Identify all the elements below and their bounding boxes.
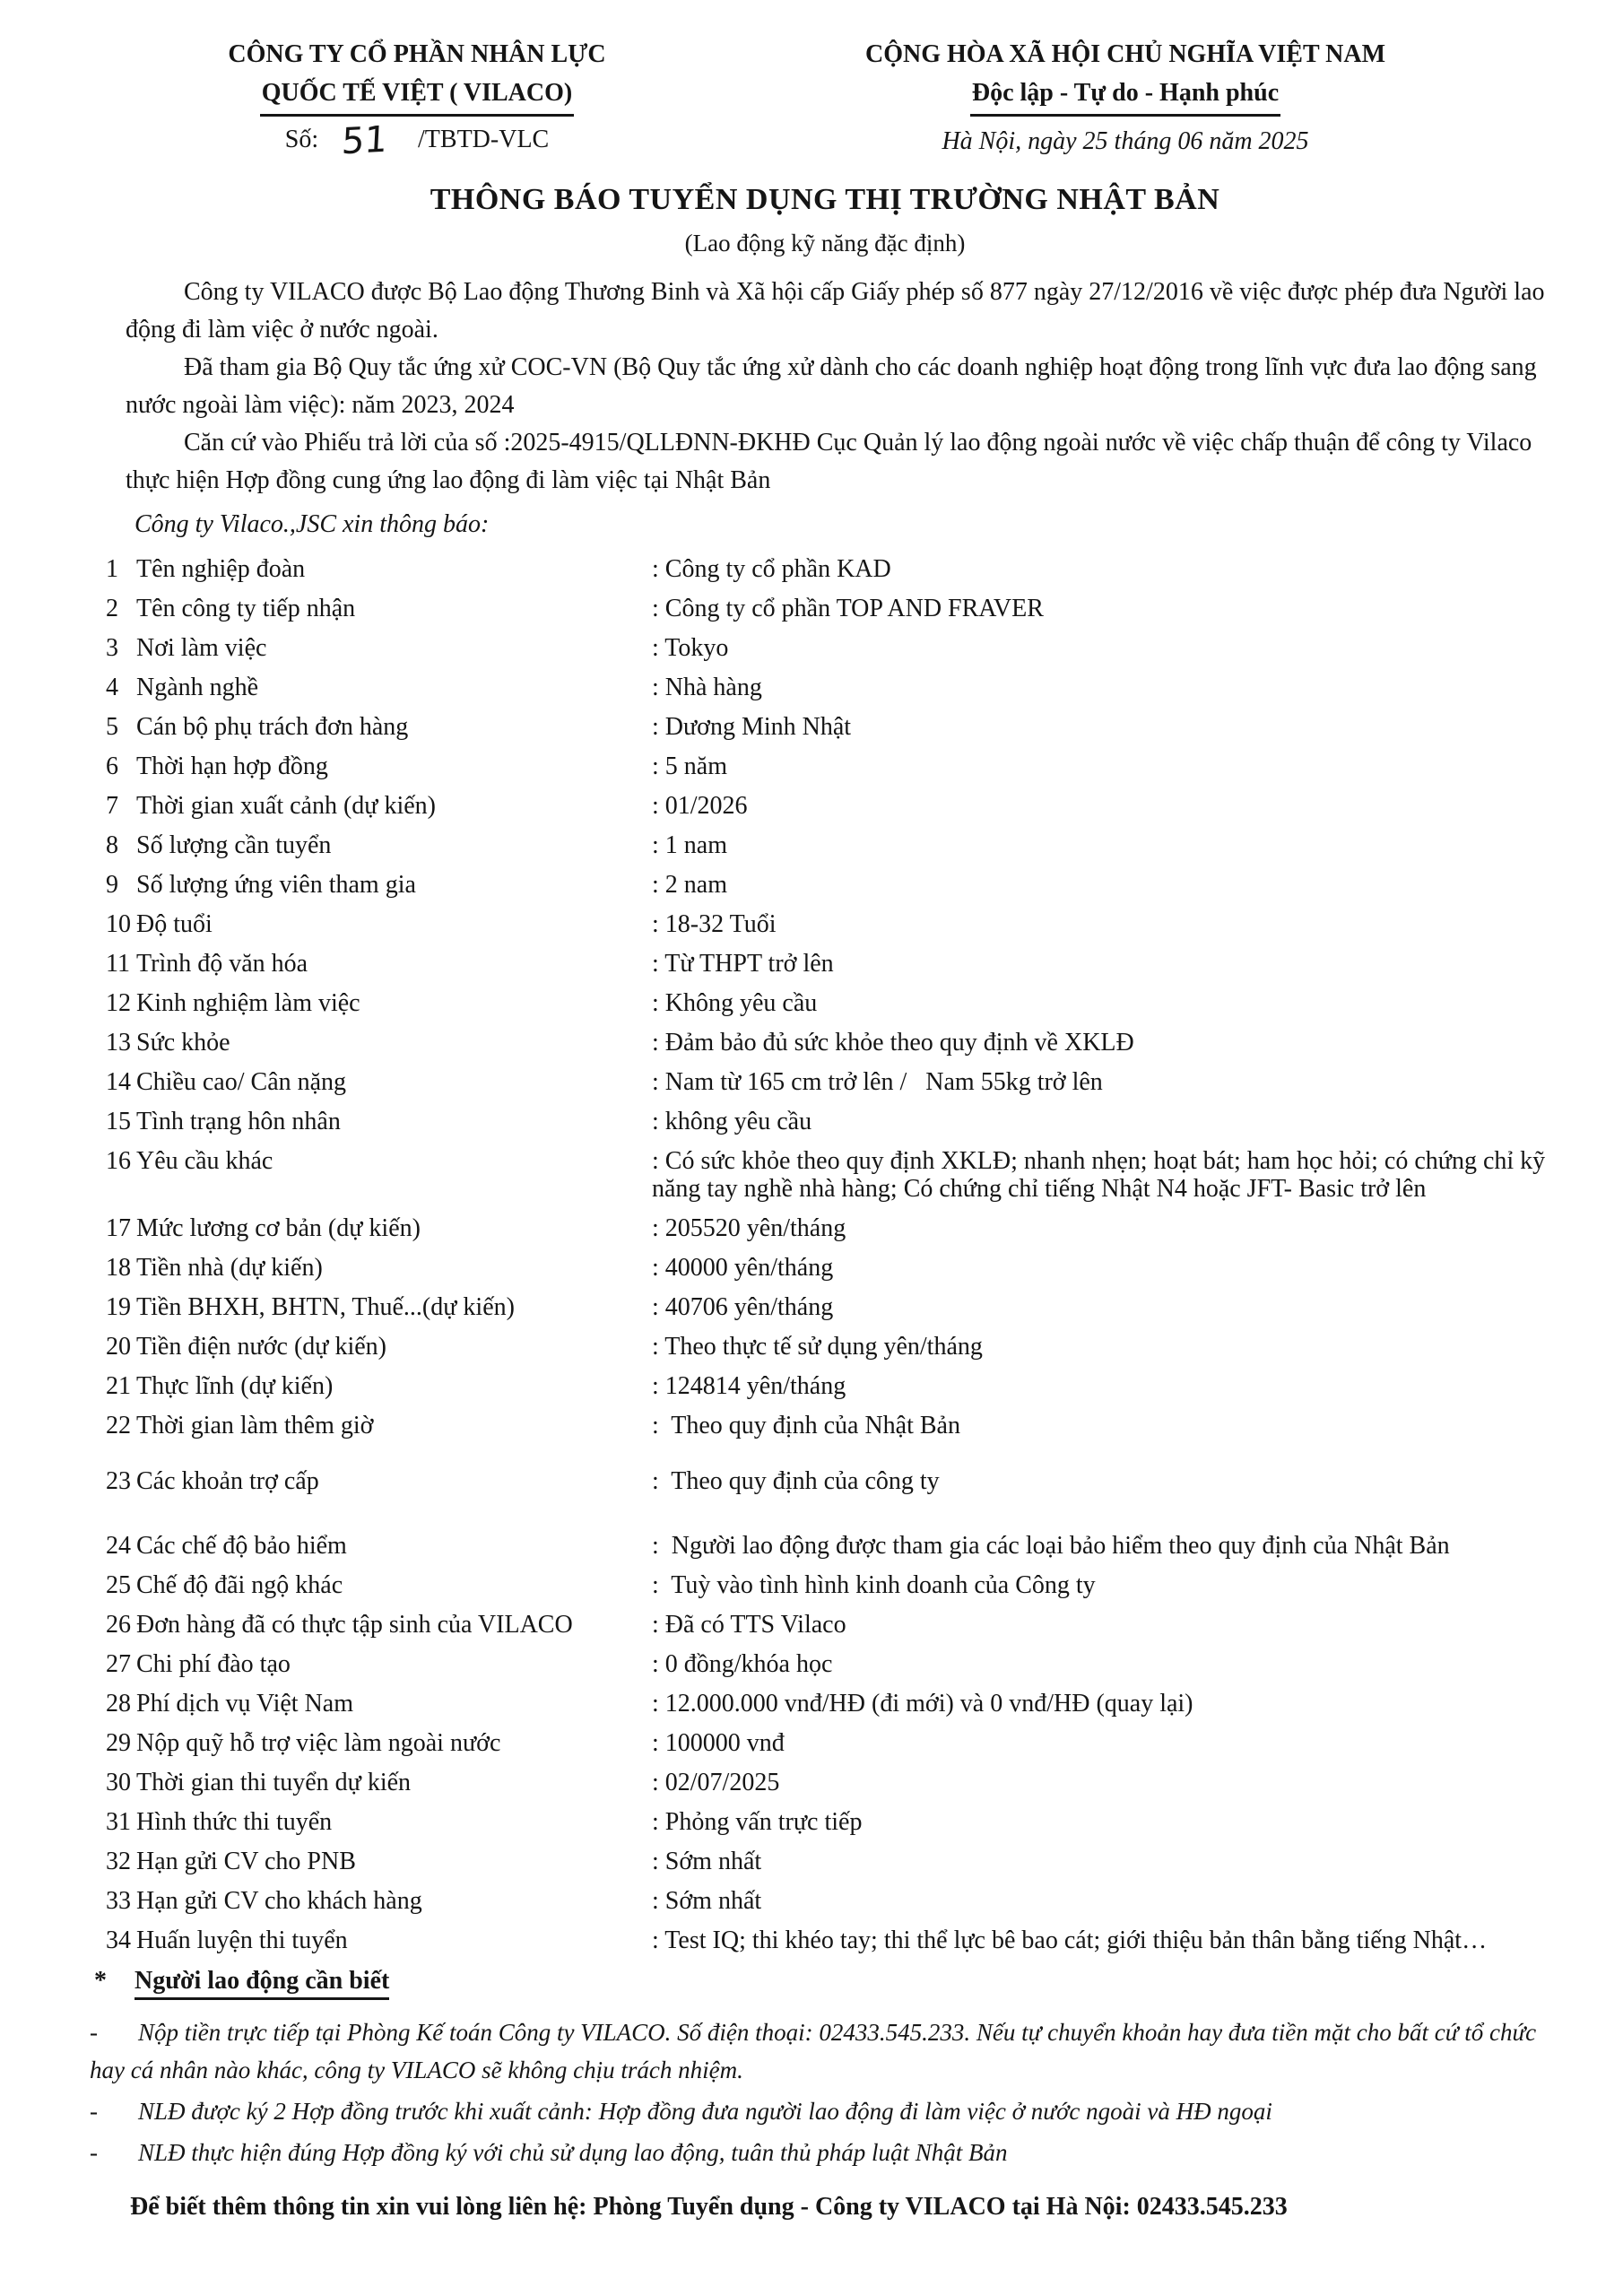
intro-section — [81, 274, 1569, 543]
row-value: : 0 đồng/khóa học — [652, 1650, 833, 1678]
national-header-block — [829, 34, 1421, 156]
row-label: Thời gian thi tuyển dự kiến — [136, 1769, 412, 1796]
handwritten-document-number: 51 — [340, 118, 389, 163]
row-value: : Sớm nhất — [652, 1848, 762, 1875]
row-label: Hạn gửi CV cho PNB — [136, 1848, 356, 1875]
row-value: : Dương Minh Nhật — [652, 713, 852, 741]
row-label: Tên công ty tiếp nhận — [136, 595, 356, 622]
row-number: 21 — [106, 1372, 131, 1400]
intro-paragraph-3: Căn cứ vào Phiếu trả lời của số :2025-4915/QLLĐNN-ĐKHĐ Cục Quản lý lao động ngoài nước về việc chấp thuận để công ty Vilaco thực hiện Hợp đồng cung ứng lao động đi làm việc tại Nhật Bản — [126, 429, 1532, 494]
document-number-line — [81, 118, 753, 163]
list-row — [106, 1611, 1569, 1639]
row-number: 31 — [106, 1808, 131, 1836]
row-label: Tên nghiệp đoàn — [136, 555, 306, 583]
row-number: 29 — [106, 1729, 131, 1757]
row-label: Các chế độ bảo hiểm — [136, 1532, 347, 1560]
row-label: Ngành nghề — [136, 674, 259, 701]
row-number: 18 — [106, 1254, 131, 1282]
row-number: 3 — [106, 634, 118, 662]
row-number: 11 — [106, 950, 130, 978]
row-value: : 18-32 Tuổi — [652, 910, 777, 938]
list-row — [106, 595, 1569, 622]
row-label: Huấn luyện thi tuyển — [136, 1926, 348, 1954]
note-bullet: - — [90, 2098, 98, 2125]
row-value: : Sớm nhất — [652, 1887, 762, 1915]
row-value: : 40000 yên/tháng — [652, 1254, 834, 1282]
row-number: 8 — [106, 831, 118, 859]
row-value: : Tokyo — [652, 634, 729, 662]
document-header — [81, 34, 1569, 163]
row-value: : 124814 yên/tháng — [652, 1372, 846, 1400]
list-row — [106, 1412, 1569, 1439]
row-value: : không yêu cầu — [652, 1108, 812, 1135]
list-row — [106, 1848, 1569, 1875]
document-number-label: Số: — [284, 126, 319, 153]
list-row — [106, 1372, 1569, 1400]
row-number: 30 — [106, 1769, 131, 1796]
row-value: : Người lao động được tham gia các loại bảo hiểm theo quy định của Nhật Bản — [652, 1532, 1450, 1560]
note-bullet: - — [90, 2019, 98, 2046]
row-value: : 02/07/2025 — [652, 1769, 780, 1796]
list-row — [106, 950, 1569, 978]
row-number: 9 — [106, 871, 118, 899]
contact-line: Để biết thêm thông tin xin vui lòng liên hệ: Phòng Tuyển dụng - Công ty VILACO tại Hà Nội: 02433.545.233 — [130, 2193, 1288, 2221]
list-row — [106, 1808, 1569, 1836]
list-row — [106, 910, 1569, 938]
row-number: 15 — [106, 1108, 131, 1135]
place-date-line: Hà Nội, ngày 25 tháng 06 năm 2025 — [942, 127, 1309, 155]
row-number: 12 — [106, 989, 131, 1017]
row-value: : Đã có TTS Vilaco — [652, 1611, 846, 1639]
row-label: Yêu cầu khác — [136, 1147, 273, 1175]
row-label: Thời hạn hợp đồng — [136, 752, 328, 780]
list-row — [106, 752, 1569, 780]
row-number: 2 — [106, 595, 118, 622]
row-value: : Phỏng vấn trực tiếp — [652, 1808, 863, 1836]
list-row — [106, 1532, 1569, 1560]
list-row — [106, 555, 1569, 583]
list-row — [106, 1029, 1569, 1057]
row-number: 33 — [106, 1887, 131, 1915]
details-list — [81, 555, 1569, 1954]
company-block — [81, 34, 753, 163]
row-value: : 1 nam — [652, 831, 727, 859]
row-number: 19 — [106, 1293, 131, 1321]
row-value: : Nam từ 165 cm trở lên / Nam 55kg trở lên — [652, 1068, 1103, 1096]
row-label: Mức lương cơ bản (dự kiến) — [136, 1214, 421, 1242]
list-row — [106, 1108, 1569, 1135]
row-label: Hình thức thi tuyển — [136, 1808, 333, 1836]
list-row — [106, 1293, 1569, 1321]
page-title: THÔNG BÁO TUYỂN DỤNG THỊ TRƯỜNG NHẬT BẢN — [430, 183, 1220, 216]
company-name-line2: QUỐC TẾ VIỆT ( VILACO) — [260, 75, 574, 117]
row-label: Chiều cao/ Cân nặng — [136, 1068, 347, 1096]
row-value: : 205520 yên/tháng — [652, 1214, 846, 1242]
list-row — [106, 1650, 1569, 1678]
row-label: Thời gian xuất cảnh (dự kiến) — [136, 792, 436, 820]
document-number-suffix: /TBTD-VLC — [418, 126, 550, 153]
note-text: NLĐ thực hiện đúng Hợp đồng ký với chủ sử dụng lao động, tuân thủ pháp luật Nhật Bản — [138, 2139, 1008, 2166]
row-number: 1 — [106, 555, 118, 583]
row-label: Chi phí đào tạo — [136, 1650, 291, 1678]
company-name-line1: CÔNG TY CỔ PHẦN NHÂN LỰC — [228, 40, 606, 68]
row-value: : 40706 yên/tháng — [652, 1293, 834, 1321]
row-label: Số lượng ứng viên tham gia — [136, 871, 416, 899]
national-title: CỘNG HÒA XÃ HỘI CHỦ NGHĨA VIỆT NAM — [864, 40, 1386, 68]
list-row — [106, 1926, 1569, 1954]
row-number: 20 — [106, 1333, 131, 1361]
row-number: 16 — [106, 1147, 131, 1175]
row-label: Cán bộ phụ trách đơn hàng — [136, 713, 409, 741]
note-bullet: - — [90, 2139, 98, 2166]
row-label: Độ tuổi — [136, 910, 213, 938]
list-row — [106, 713, 1569, 741]
row-label: Kinh nghiệm làm việc — [136, 989, 360, 1017]
row-value: : Có sức khỏe theo quy định XKLĐ; nhanh nhẹn; hoạt bát; ham học hỏi; có chứng chỉ kỹ năng tay nghề nhà hàng; Có chứng chỉ tiếng Nhật N4 hoặc JFT- Basic trở lên — [652, 1147, 1546, 1203]
row-number: 22 — [106, 1412, 131, 1439]
row-label: Tiền điện nước (dự kiến) — [136, 1333, 386, 1361]
notes-heading-bullet: * — [94, 1967, 107, 1995]
list-row — [106, 674, 1569, 701]
row-label: Tình trạng hôn nhân — [136, 1108, 341, 1135]
row-value: : Nhà hàng — [652, 674, 762, 701]
row-value: : Test IQ; thi khéo tay; thi thể lực bê bao cát; giới thiệu bản thân bằng tiếng Nhật… — [652, 1926, 1488, 1954]
list-row — [106, 1571, 1569, 1599]
note-text: NLĐ được ký 2 Hợp đồng trước khi xuất cảnh: Hợp đồng đưa người lao động đi làm việc ở nước ngoài và HĐ ngoại — [138, 2098, 1272, 2125]
row-value: : 12.000.000 vnđ/HĐ (đi mới) và 0 vnđ/HĐ (quay lại) — [652, 1690, 1193, 1718]
row-label: Nộp quỹ hỗ trợ việc làm ngoài nước — [136, 1729, 501, 1757]
list-row — [106, 792, 1569, 820]
row-label: Nơi làm việc — [136, 634, 267, 662]
row-number: 27 — [106, 1650, 131, 1678]
row-label: Số lượng cần tuyển — [136, 831, 332, 859]
row-value: : Theo quy định của Nhật Bản — [652, 1412, 960, 1439]
row-label: Phí dịch vụ Việt Nam — [136, 1690, 354, 1718]
list-row — [106, 1254, 1569, 1282]
list-row — [106, 1467, 1569, 1495]
row-number: 4 — [106, 674, 118, 701]
list-row — [106, 1147, 1569, 1203]
page-subtitle: (Lao động kỹ năng đặc định) — [684, 230, 966, 257]
row-label: Thời gian làm thêm giờ — [136, 1412, 374, 1439]
row-value: : 100000 vnđ — [652, 1729, 785, 1757]
row-label: Chế độ đãi ngộ khác — [136, 1571, 343, 1599]
row-number: 25 — [106, 1571, 131, 1599]
note-item — [90, 2013, 1569, 2089]
list-row — [106, 1729, 1569, 1757]
list-row — [106, 1887, 1569, 1915]
row-value: : Tuỳ vào tình hình kinh doanh của Công ty — [652, 1571, 1096, 1599]
row-number: 24 — [106, 1532, 131, 1560]
row-value: : Theo thực tế sử dụng yên/tháng — [652, 1333, 983, 1361]
row-number: 14 — [106, 1068, 131, 1096]
row-value: : Từ THPT trở lên — [652, 950, 834, 978]
list-row — [106, 989, 1569, 1017]
worker-notes-heading — [94, 1967, 1569, 1996]
list-row — [106, 831, 1569, 859]
list-row — [106, 1214, 1569, 1242]
row-number: 13 — [106, 1029, 131, 1057]
note-item — [90, 2092, 1569, 2130]
list-row — [106, 1769, 1569, 1796]
row-label: Thực lĩnh (dự kiến) — [136, 1372, 334, 1400]
note-text: Nộp tiền trực tiếp tại Phòng Kế toán Công ty VILACO. Số điện thoại: 02433.545.233. Nếu tự chuyển khoản hay đưa tiền mặt cho bất cứ tổ chức hay cá nhân nào khác, công ty VILACO sẽ không chịu trách nhiệm. — [90, 2019, 1537, 2083]
row-value: : 2 nam — [652, 871, 727, 899]
row-number: 23 — [106, 1467, 131, 1495]
row-value: : 01/2026 — [652, 792, 748, 820]
row-number: 32 — [106, 1848, 131, 1875]
row-number: 6 — [106, 752, 118, 780]
row-number: 10 — [106, 910, 131, 938]
list-row — [106, 634, 1569, 662]
row-label: Hạn gửi CV cho khách hàng — [136, 1887, 422, 1915]
row-label: Đơn hàng đã có thực tập sinh của VILACO — [136, 1611, 573, 1639]
list-row — [106, 1333, 1569, 1361]
national-motto: Độc lập - Tự do - Hạnh phúc — [970, 75, 1280, 117]
row-number: 28 — [106, 1690, 131, 1718]
row-number: 17 — [106, 1214, 131, 1242]
row-label: Các khoản trợ cấp — [136, 1467, 319, 1495]
row-value: : Công ty cổ phần TOP AND FRAVER — [652, 595, 1044, 622]
worker-notes-list — [81, 2013, 1569, 2171]
intro-paragraph-2: Đã tham gia Bộ Quy tắc ứng xử COC-VN (Bộ Quy tắc ứng xử dành cho các doanh nghiệp hoạt động trong lĩnh vực đưa lao động sang nước ngoài làm việc): năm 2023, 2024 — [126, 353, 1537, 419]
row-label: Tiền BHXH, BHTN, Thuế...(dự kiến) — [136, 1293, 515, 1321]
row-number: 7 — [106, 792, 118, 820]
row-value: : Công ty cổ phần KAD — [652, 555, 891, 583]
intro-paragraph-1: Công ty VILACO được Bộ Lao động Thương Binh và Xã hội cấp Giấy phép số 877 ngày 27/12/2016 về việc được phép đưa Người lao động đi làm việc ở nước ngoài. — [126, 278, 1545, 344]
announcement-line: Công ty Vilaco.,JSC xin thông báo: — [135, 510, 490, 538]
row-value: : Không yêu cầu — [652, 989, 818, 1017]
row-number: 5 — [106, 713, 118, 741]
notes-heading-text: Người lao động cần biết — [135, 1967, 389, 2000]
row-number: 26 — [106, 1611, 131, 1639]
list-row — [106, 1068, 1569, 1096]
list-row — [106, 1690, 1569, 1718]
row-label: Trình độ văn hóa — [136, 950, 308, 978]
row-label: Tiền nhà (dự kiến) — [136, 1254, 323, 1282]
row-label: Sức khỏe — [136, 1029, 230, 1057]
row-value: : Theo quy định của công ty — [652, 1467, 940, 1495]
list-row — [106, 871, 1569, 899]
note-item — [90, 2134, 1569, 2171]
row-number: 34 — [106, 1926, 131, 1954]
row-value: : Đảm bảo đủ sức khỏe theo quy định về XKLĐ — [652, 1029, 1134, 1057]
row-value: : 5 năm — [652, 752, 727, 780]
